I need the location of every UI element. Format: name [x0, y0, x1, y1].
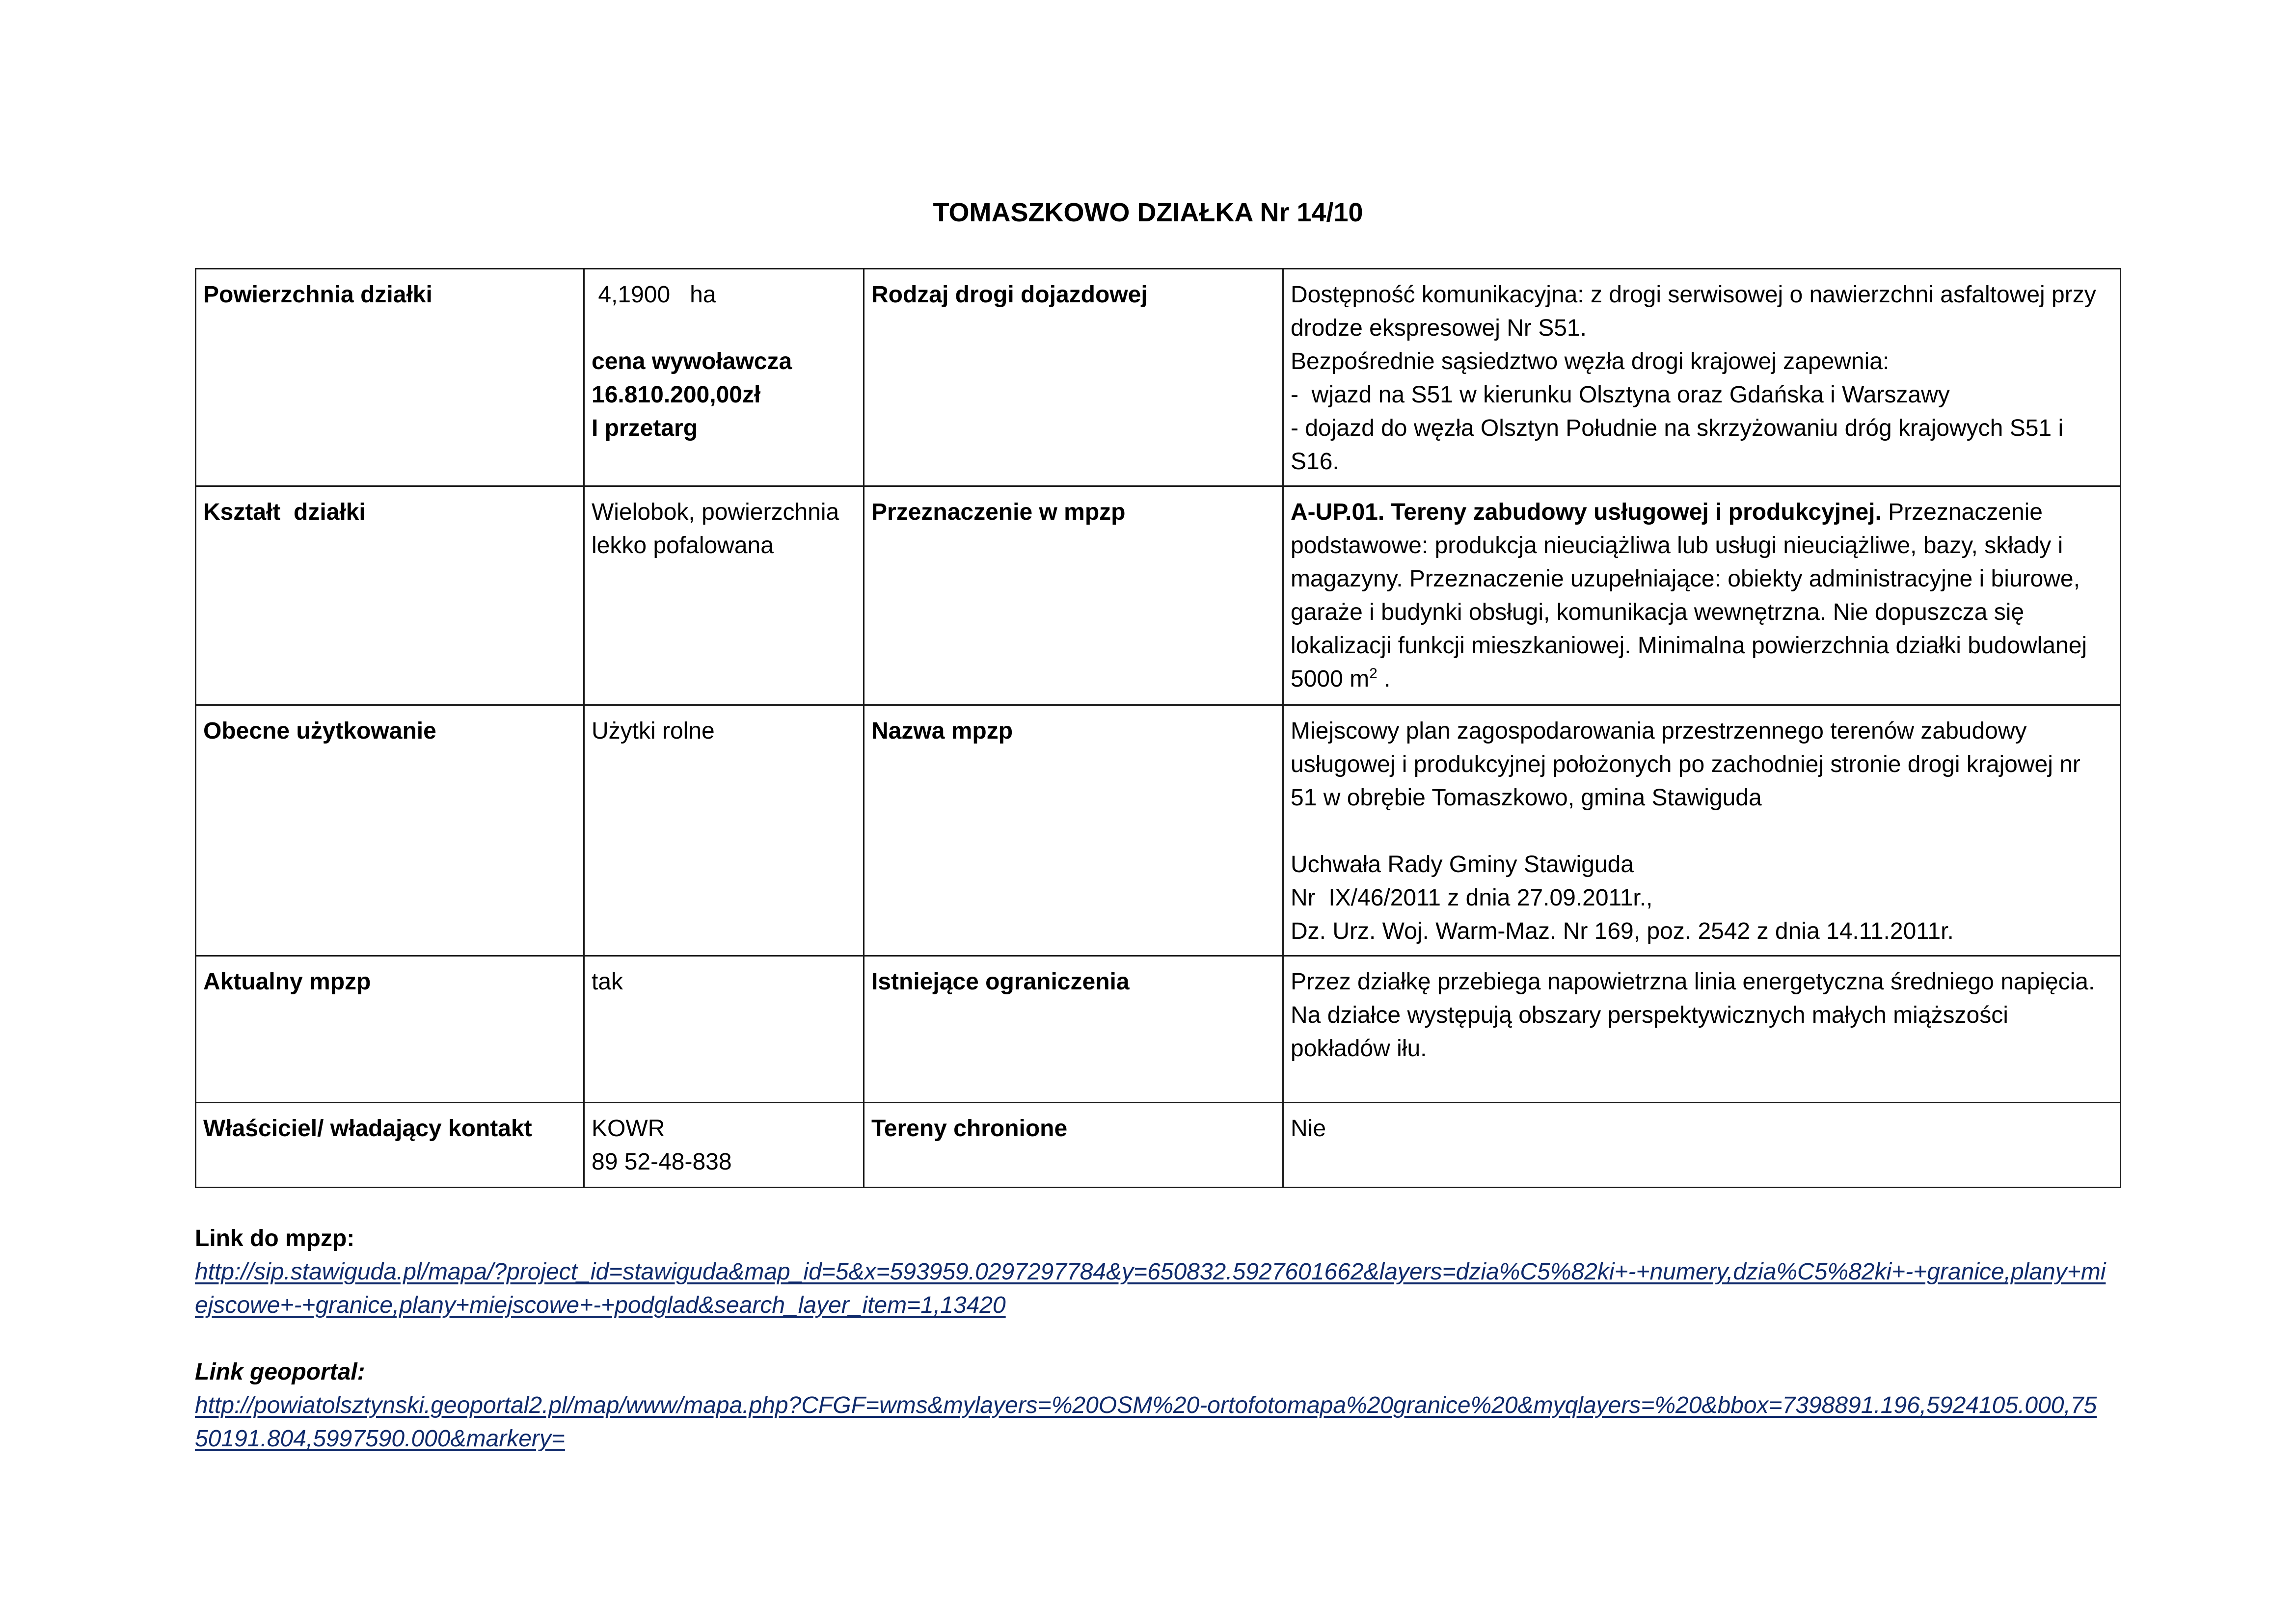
table-row: [196, 486, 2121, 705]
price-value: 16.810.200,00zł: [592, 382, 761, 408]
owner-name: KOWR: [592, 1116, 665, 1142]
current-plan-text: tak: [592, 969, 623, 995]
value-owner-contact: [584, 1103, 864, 1188]
restriction-line: Na działce występują obszary perspektywicznych małych miąższości pokładów iłu.: [1291, 1002, 2008, 1062]
label-text: Nazwa mpzp: [871, 718, 1013, 744]
label-current-plan: [196, 956, 584, 1103]
value-restrictions: [1283, 956, 2121, 1103]
resolution-line: Uchwała Rady Gminy Stawiguda: [1291, 851, 1634, 878]
value-shape: [584, 486, 864, 705]
resolution-line: Dz. Urz. Woj. Warm-Maz. Nr 169, poz. 2542 z dnia 14.11.2011r.: [1291, 918, 1954, 944]
label-current-use: [196, 705, 584, 956]
table-row: [196, 705, 2121, 956]
owner-phone: 89 52-48-838: [592, 1149, 732, 1175]
value-current-plan: [584, 956, 864, 1103]
label-restrictions: [864, 956, 1283, 1103]
access-road-line: Dostępność komunikacyjna: z drogi serwisowej o nawierzchni asfaltowej przy drodze ekspresowej Nr S51.: [1291, 282, 2096, 341]
label-zoning-purpose: [864, 486, 1283, 705]
label-text: Istniejące ograniczenia: [871, 969, 1130, 995]
value-protected-areas: [1283, 1103, 2121, 1188]
label-protected-areas: [864, 1103, 1283, 1188]
shape-text: Wielobok, powierzchnia lekko pofalowana: [592, 499, 839, 559]
label-area: [196, 269, 584, 486]
label-text: Powierzchnia działki: [203, 282, 432, 308]
table-row: [196, 1103, 2121, 1188]
access-road-line: - wjazd na S51 w kierunku Olsztyna oraz Gdańska i Warszawy: [1291, 382, 1950, 408]
resolution-line: Nr IX/46/2011 z dnia 27.09.2011r.,: [1291, 885, 1653, 911]
parcel-info-table: [195, 268, 2121, 1188]
protected-areas-text: Nie: [1291, 1116, 1326, 1142]
value-access-road: [1283, 269, 2121, 486]
current-use-text: Użytki rolne: [592, 718, 715, 744]
label-text: Właściciel/ władający kontakt: [203, 1116, 532, 1142]
value-plan-name: [1283, 705, 2121, 956]
label-plan-name: [864, 705, 1283, 956]
geoportal-link-heading: Link geoportal:: [195, 1359, 365, 1385]
value-current-use: [584, 705, 864, 956]
geoportal-link[interactable]: http://powiatolsztynski.geoportal2.pl/map/www/mapa.php?CFGF=wms&mylayers=%20OSM%20-ortofotomapa%20granice%20&myqlayers=%20&bbox=7398891.196,5924105.000,7550191.804,5997590.000&markery=: [195, 1392, 2097, 1452]
area-value: 4,1900 ha: [592, 282, 716, 308]
zoning-code: A-UP.01. Tereny zabudowy usługowej i produkcyjnej.: [1291, 499, 1882, 525]
value-area: [584, 269, 864, 486]
mpzp-link[interactable]: http://sip.stawiguda.pl/mapa/?project_id=stawiguda&map_id=5&x=593959.0297297784&y=650832.5927601662&layers=dzia%C5%82ki+-+numery,dzia%C5%82ki+-+granice,plany+miejscowe+-+granice,plany+miejscowe+-+podglad&search_layer_item=1,13420: [195, 1259, 2106, 1318]
spacer: [195, 1322, 2109, 1356]
zoning-tail: .: [1377, 666, 1391, 692]
access-road-line: Bezpośrednie sąsiedztwo węzła drogi krajowej zapewnia:: [1291, 348, 1890, 374]
price-label: cena wywoławcza: [592, 348, 792, 374]
label-text: Tereny chronione: [871, 1116, 1068, 1142]
zoning-description: Przeznaczenie podstawowe: produkcja nieuciążliwa lub usługi nieuciążliwe, bazy, składy i magazyny. Przeznaczenie uzupełniające: obiekty administracyjne i biurowe, garaże i budynki obsługi, komunikacja wewnętrzna. Nie dopuszcza się lokalizacji funkcji mieszkaniowej. Minimalna powierzchnia działki budowlanej 5000 m: [1291, 499, 2087, 692]
mpzp-link-heading: Link do mpzp:: [195, 1225, 355, 1251]
table-row: [196, 269, 2121, 486]
geoportal-link-block: [195, 1356, 2109, 1456]
mpzp-link-block: [195, 1222, 2109, 1322]
label-shape: [196, 486, 584, 705]
restriction-line: Przez działkę przebiega napowietrzna linia energetyczna średniego napięcia.: [1291, 969, 2095, 995]
label-text: Przeznaczenie w mpzp: [871, 499, 1126, 525]
access-road-line: - dojazd do węzła Olsztyn Południe na skrzyżowaniu dróg krajowych S51 i S16.: [1291, 415, 2064, 475]
table-row: [196, 956, 2121, 1103]
links-section: [195, 1222, 2109, 1456]
label-access-road: [864, 269, 1283, 486]
value-zoning-purpose: [1283, 486, 2121, 705]
superscript: 2: [1369, 665, 1378, 682]
page-title: TOMASZKOWO DZIAŁKA Nr 14/10: [933, 198, 1363, 227]
label-owner-contact: [196, 1103, 584, 1188]
spacer: [592, 312, 856, 345]
label-text: Rodzaj drogi dojazdowej: [871, 282, 1148, 308]
auction-round: I przetarg: [592, 415, 698, 441]
label-text: Obecne użytkowanie: [203, 718, 436, 744]
spacer: [1291, 815, 2113, 848]
plan-name-text: Miejscowy plan zagospodarowania przestrzennego terenów zabudowy usługowej i produkcyjnej położonych po zachodniej stronie drogi krajowej nr 51 w obrębie Tomaszkowo, gmina Stawiguda: [1291, 718, 2080, 811]
label-text: Aktualny mpzp: [203, 969, 371, 995]
label-text: Kształt działki: [203, 499, 366, 525]
